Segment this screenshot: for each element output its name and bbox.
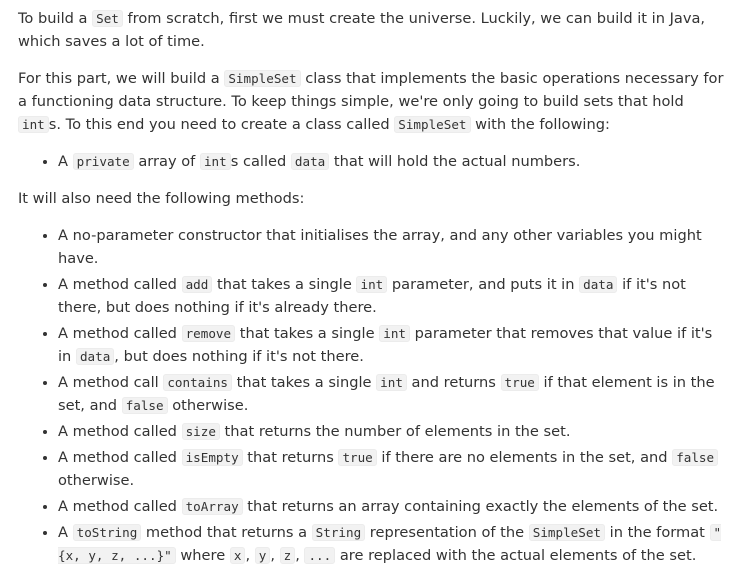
inline-code: toString — [73, 524, 142, 541]
inline-code: int — [18, 116, 49, 133]
list-item — [58, 150, 726, 173]
text-run: To build a — [18, 10, 93, 27]
text-run: if there are no elements in the set, and — [376, 449, 673, 466]
inline-code: SimpleSet — [394, 116, 470, 133]
inline-code: String — [312, 524, 366, 541]
inline-code: true — [501, 374, 539, 391]
text-run: that returns — [242, 449, 339, 466]
list-item — [58, 521, 726, 567]
list-item — [58, 446, 726, 492]
text-run: where — [175, 547, 230, 564]
text-run: , — [270, 547, 280, 564]
text-run: otherwise. — [58, 472, 135, 489]
text-run: in the format — [605, 524, 710, 541]
text-run: representation of the — [365, 524, 529, 541]
text-run: class that implements the basic operations necessary for a functioning data structure. To keep things simple, we're only going to build sets that hold — [18, 70, 724, 110]
text-run: parameter that removes that value if it's in — [58, 325, 713, 365]
paragraph-intro — [18, 7, 726, 53]
text-run: A — [58, 524, 73, 541]
text-run: A method called — [58, 423, 182, 440]
inline-code: contains — [163, 374, 232, 391]
text-run: s. To this end you need to create a class called — [48, 116, 395, 133]
text-run: that takes a single — [212, 276, 357, 293]
text-run: that will hold the actual numbers. — [329, 153, 581, 170]
inline-code: ... — [304, 547, 335, 564]
text-run: , but does nothing if it's not there. — [114, 348, 364, 365]
text-run: with the following: — [470, 116, 610, 133]
inline-code: data — [579, 276, 617, 293]
inline-code: int — [376, 374, 407, 391]
inline-code: true — [338, 449, 376, 466]
text-run: from scratch, first we must create the universe. Luckily, we can build it in Java, which saves a lot of time. — [18, 10, 706, 50]
field-list — [18, 150, 726, 173]
list-item — [58, 371, 726, 417]
text-run: A method called — [58, 276, 182, 293]
inline-code: toArray — [182, 498, 243, 515]
text-run: are replaced with the actual elements of the set. — [335, 547, 697, 564]
text-run: A method called — [58, 325, 182, 342]
text-run: that takes a single — [235, 325, 380, 342]
inline-code: z — [280, 547, 296, 564]
text-run: A method call — [58, 374, 164, 391]
text-run: method that returns a — [141, 524, 312, 541]
text-run: A method called — [58, 498, 182, 515]
inline-code: "{x, y, z, ...}" — [58, 525, 722, 563]
inline-code: int — [379, 325, 410, 342]
inline-code: SimpleSet — [529, 524, 605, 541]
text-run: and returns — [406, 374, 501, 391]
text-run: if it's not there, but does nothing if it's already there. — [58, 276, 686, 316]
inline-code: false — [122, 397, 168, 414]
inline-code: private — [73, 153, 134, 170]
list-item — [58, 495, 726, 518]
inline-code: data — [291, 153, 329, 170]
text-run: For this part, we will build a — [18, 70, 225, 87]
list-item — [58, 224, 726, 270]
inline-code: y — [255, 547, 271, 564]
text-run: parameter, and puts it in — [387, 276, 580, 293]
inline-code: remove — [182, 325, 236, 342]
text-run: s called — [230, 153, 291, 170]
text-run: if that element is in the set, and — [58, 374, 715, 414]
text-run: A no-parameter constructor that initialises the array, and any other variables you might have. — [58, 227, 702, 267]
inline-code: int — [356, 276, 387, 293]
text-run: otherwise. — [167, 397, 249, 414]
text-run: that returns the number of elements in the set. — [219, 423, 571, 440]
text-run: A method called — [58, 449, 182, 466]
list-item — [58, 322, 726, 368]
inline-code: SimpleSet — [224, 70, 300, 87]
paragraph-methods-intro — [18, 187, 726, 210]
inline-code: Set — [92, 10, 123, 27]
text-run: , — [245, 547, 255, 564]
text-run: that returns an array containing exactly the elements of the set. — [242, 498, 719, 515]
text-run: , — [295, 547, 305, 564]
text-run: array of — [133, 153, 200, 170]
text-run: It will also need the following methods: — [18, 190, 305, 207]
inline-code: int — [200, 153, 231, 170]
text-run: A — [58, 153, 73, 170]
inline-code: false — [672, 449, 718, 466]
list-item — [58, 420, 726, 443]
paragraph-simpleset — [18, 67, 726, 136]
inline-code: isEmpty — [182, 449, 243, 466]
inline-code: data — [76, 348, 114, 365]
inline-code: size — [182, 423, 220, 440]
inline-code: add — [182, 276, 213, 293]
list-item — [58, 273, 726, 319]
inline-code: x — [230, 547, 246, 564]
method-list — [18, 224, 726, 567]
text-run: that takes a single — [232, 374, 377, 391]
